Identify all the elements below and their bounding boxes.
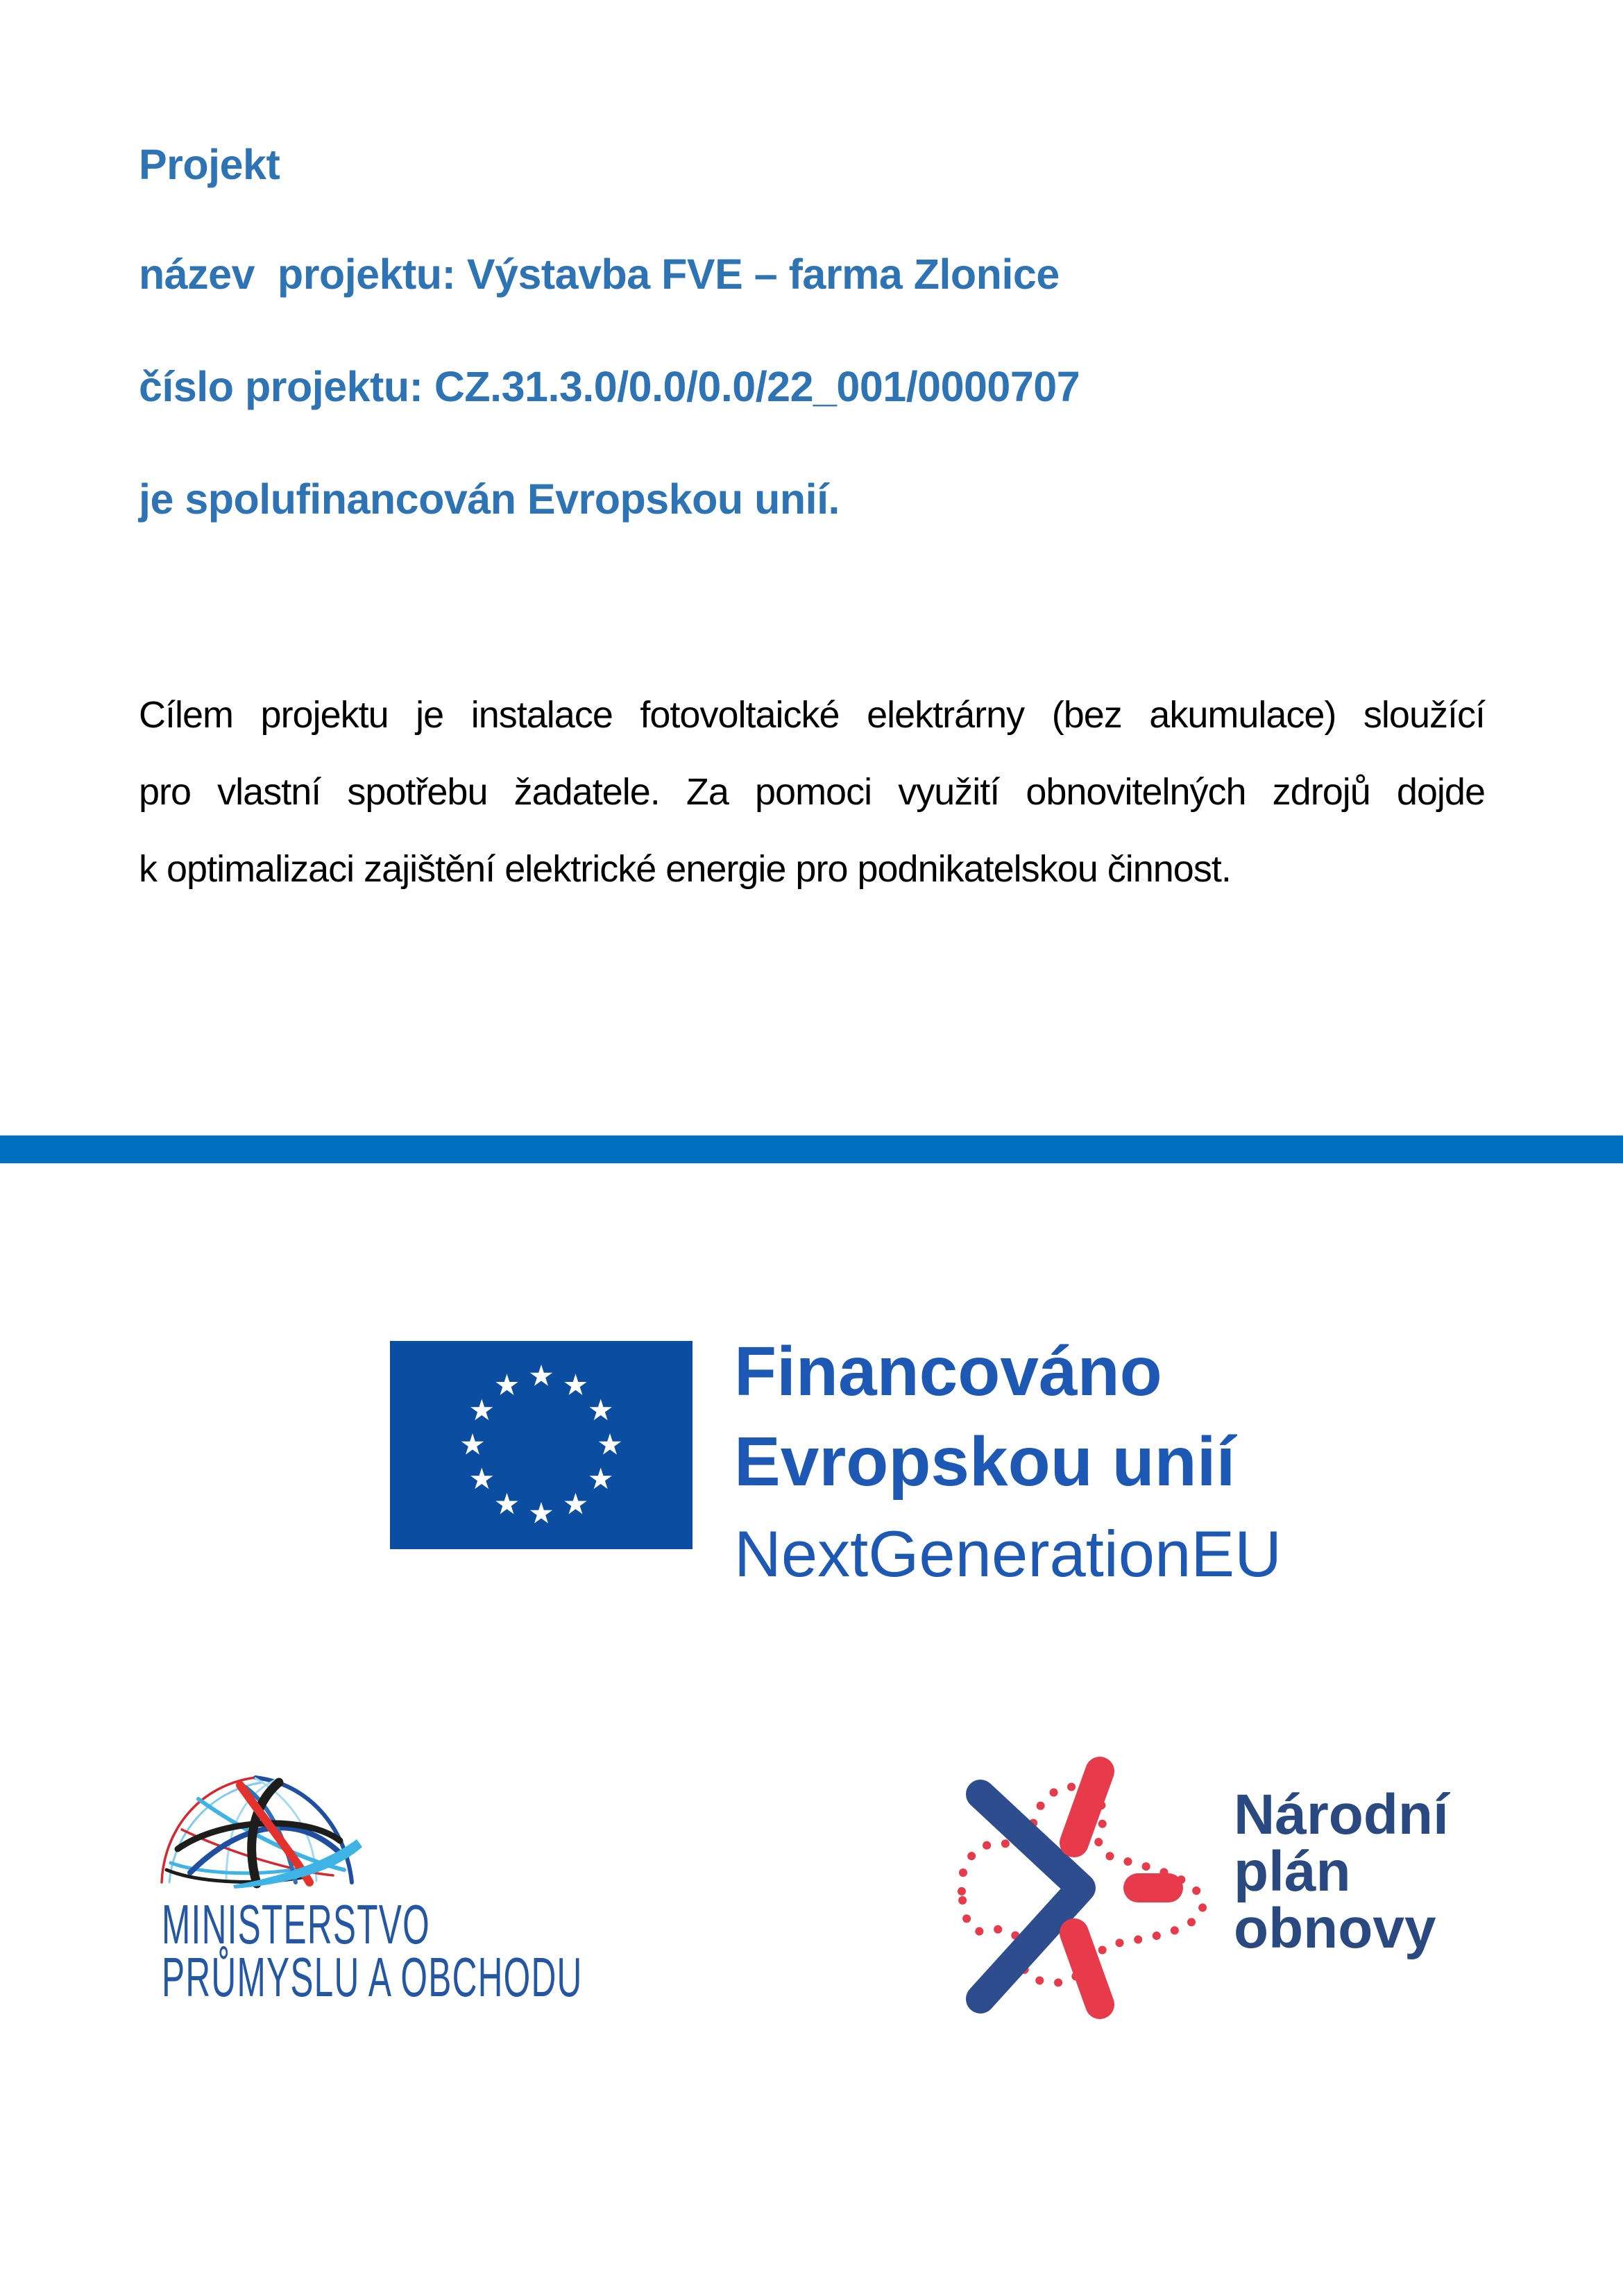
eu-funding-line-1: Financováno — [734, 1333, 1162, 1410]
nextgenerationeu-wordmark: NextGenerationEU — [734, 1517, 1282, 1590]
paragraph-line-3: k optimalizaci zajištění elektrické energie pro podnikatelskou činnost. — [139, 848, 1231, 890]
blue-divider-bar — [0, 1136, 1623, 1163]
eu-flag-icon — [390, 1341, 692, 1549]
eu-funding-line-2: Evropskou unií — [734, 1423, 1236, 1501]
npo-wordmark-line-2: plán — [1234, 1840, 1351, 1903]
project-description-paragraph — [139, 677, 1485, 908]
npo-logo-icon — [949, 1756, 1227, 2020]
cofinancing-heading: je spolufinancován Evropskou unií. — [139, 475, 840, 523]
project-number-heading: číslo projektu: CZ.31.3.0/0.0/0.0/22_001/0000707 — [139, 363, 1080, 410]
mpo-wordmark-line-2: PRŮMYSLU A OBCHODU — [162, 1946, 583, 2008]
paragraph-line-1: Cílem projektu je instalace fotovoltaické elektrárny (bez akumulace) sloužící — [139, 694, 1485, 736]
npo-wordmark-line-3: obnovy — [1234, 1897, 1436, 1960]
paragraph-line-2: pro vlastní spotřebu žadatele. Za pomoci využití obnovitelných zdrojů dojde — [139, 771, 1485, 813]
mpo-globe-icon — [158, 1767, 366, 1892]
npo-wordmark-line-1: Národní — [1234, 1783, 1449, 1846]
page-title: Projekt — [139, 141, 280, 188]
mpo-wordmark-line-1: MINISTERSTVO — [162, 1893, 430, 1955]
project-name-heading: název projektu: Výstavba FVE – farma Zlonice — [139, 251, 1060, 298]
